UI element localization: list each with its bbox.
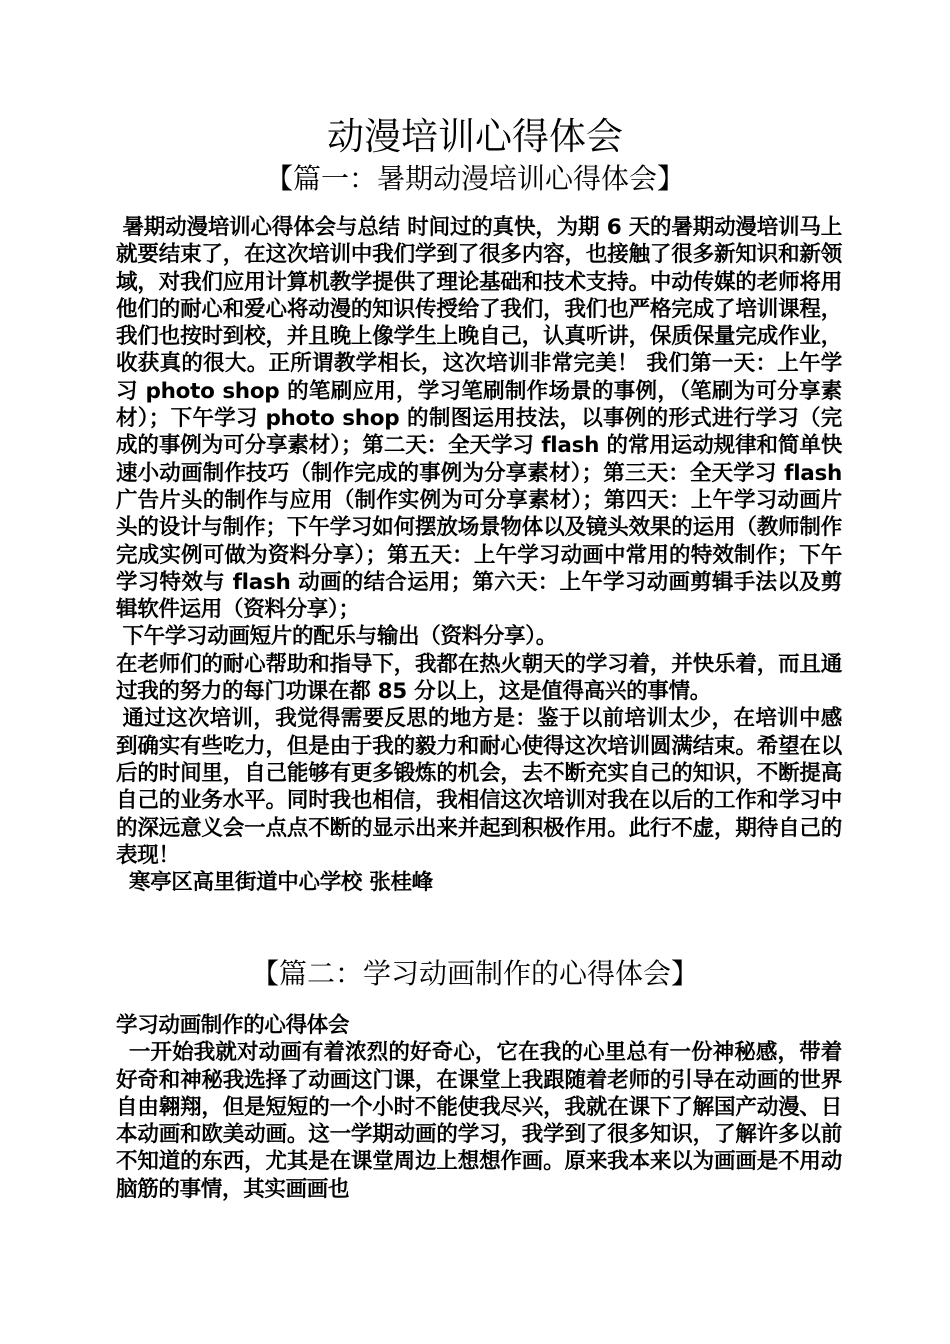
signature: 寒亭区高里街道中心学校 张桂峰 (128, 870, 433, 896)
paragraph: 在老师们的耐心帮助和指导下，我都在热火朝天的学习着，并快乐着，而且通过我的努力的每门功课在都 85 分以上，这是值得高兴的事情。 (116, 651, 842, 705)
paragraph: 下午学习动画短片的配乐与输出（资料分享）。 (122, 624, 557, 650)
paragraph: 通过这次培训，我觉得需要反思的地方是：鉴于以前培训太少，在培训中感到确实有些吃力，但是由于我的毅力和耐心使得这次培训圆满结束。希望在以后的时间里，自己能够有更多锻炼的机会，去不断充实自己的知识，不断提高自己的业务水平。同时我也相信，我相信这次培训对我在以后的工作和学习中的深远意义会一点点不断的显示出来并起到积极作用。此行不虚，期待自己的表现！ (116, 706, 842, 868)
paragraph: 暑期动漫培训心得体会与总结 时间过的真快，为期 6 天的暑期动漫培训马上就要结束了，在这次培训中我们学到了很多内容，也接触了很多新知识和新领域，对我们应用计算机教学提供了理论基础和技术支持。中动传媒的老师将用他们的耐心和爱心将动漫的知识传授给了我们，我们也严格完成了培训课程，我们也按时到校，并且晚上像学生上晚自己，认真听讲，保质保量完成作业，收获真的很大。正所谓教学相长，这次培训非常完美！ 我们第一天：上午学习 photo shop 的笔刷应用，学习笔刷制作场景的事例，（笔刷为可分享素材）；下午学习 photo shop 的制图运用技法，以事例的形式进行学习（完成的事例为可分享素材）；第二天：全天学习 flash 的常用运动规律和简单快速小动画制作技巧（制作完成的事例为分享素材）；第三天：全天学习 flash 广告片头的制作与应用（制作实例为可分享素材）；第四天：上午学习动画片头的设计与制作；下午学习如何摆放场景物体以及镜头效果的运用（教师制作完成实例可做为资料分享）；第五天：上午学习动画中常用的特效制作；下午学习特效与 flash 动画的结合运用；第六天：上午学习动画剪辑手法以及剪辑软件运用（资料分享）； (116, 215, 842, 623)
section-heading-2: 【篇二：学习动画制作的心得体会】 (250, 957, 699, 990)
paragraph-heading: 学习动画制作的心得体会 (116, 1013, 350, 1038)
paragraph: 一开始我就对动画有着浓烈的好奇心，它在我的心里总有一份神秘感，带着好奇和神秘我选择了动画这门课，在课堂上我跟随着老师的引导在动画的世界自由翱翔，但是短短的一个小时不能使我尽兴，我就在课下了解国产动漫、日本动画和欧美动画。这一学期动画的学习，我学到了很多知识，了解许多以前不知道的东西，尤其是在课堂周边上想想作画。原来我本来以为画画是不用动脑筋的事情，其实画画也 (116, 1040, 842, 1202)
section-heading-1: 【篇一：暑期动漫培训心得体会】 (264, 162, 685, 195)
section-body-2 (116, 1012, 842, 1212)
document-title: 动漫培训心得体会 (327, 115, 623, 158)
section-body-1 (116, 214, 842, 936)
